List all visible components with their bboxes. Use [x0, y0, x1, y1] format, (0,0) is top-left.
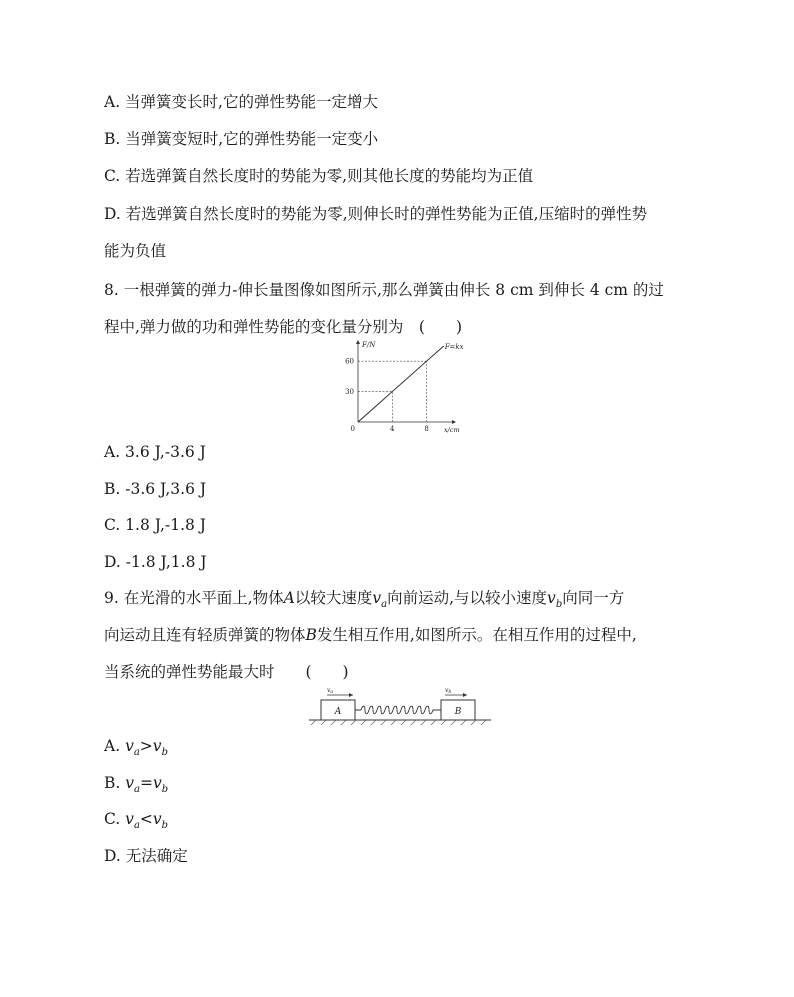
y-tick-label: 30 [345, 388, 354, 397]
q9-option-c: C. $v_a<v_b$ [104, 810, 169, 832]
x-tick-label: 8 [424, 425, 429, 433]
x-tick-label: 4 [390, 425, 395, 433]
q7-option-d-continued: 能为负值 [104, 242, 167, 260]
y-tick-label: 60 [345, 357, 354, 366]
y-axis-arrowhead [356, 340, 360, 344]
y-axis-label: F/N [362, 341, 376, 349]
ground-hatching [311, 720, 486, 725]
q9-option-a: A. $v_a>v_b$ [104, 737, 168, 759]
q9-stem-line1: 9. 在光滑的水平面上,物体A以较大速度$v_a$向前运动,与以较小速度$v_b$向同一方 [104, 589, 625, 611]
q9-stem-line2: 向运动且连有轻质弹簧的物体B发生相互作用,如图所示。在相互作用的过程中, [104, 626, 637, 644]
spring [355, 706, 441, 714]
q8-option-d: D. -1.8 J,1.8 J [104, 553, 207, 571]
q7-option-b: B. 当弹簧变短时,它的弹性势能一定变小 [104, 130, 379, 148]
q9-spring-blocks-figure [305, 684, 495, 728]
x-axis-label: x/cm [444, 426, 460, 434]
q9-option-d: D. 无法确定 [104, 847, 188, 865]
q8-force-extension-chart [330, 338, 464, 434]
q8-option-b: B. -3.6 J,3.6 J [104, 480, 207, 498]
line-annotation: F=kx [444, 343, 464, 351]
x-axis-arrowhead [452, 420, 456, 424]
velocity-b-arrowhead [463, 693, 467, 697]
q9-stem-line3: 当系统的弹性势能最大时 ( ) [104, 663, 349, 681]
q9-option-b: B. $v_a=v_b$ [104, 774, 169, 796]
q7-option-d: D. 若选弹簧自然长度时的势能为零,则伸长时的弹性势能为正值,压缩时的弹性势 [104, 205, 648, 223]
block-b-label: B [454, 707, 462, 717]
q7-option-a: A. 当弹簧变长时,它的弹性势能一定增大 [104, 93, 378, 111]
q8-stem-line2: 程中,弹力做的功和弹性势能的变化量分别为 ( ) [104, 318, 463, 336]
block-a-label: A [334, 707, 342, 717]
velocity-a-arrowhead [349, 693, 353, 697]
q7-option-c: C. 若选弹簧自然长度时的势能为零,则其他长度的势能均为正值 [104, 167, 534, 185]
q8-option-a: A. 3.6 J,-3.6 J [104, 443, 206, 461]
velocity-a-label: va [327, 687, 334, 695]
origin-label: 0 [350, 425, 355, 433]
q8-option-c: C. 1.8 J,-1.8 J [104, 516, 206, 534]
q8-stem-line1: 8. 一根弹簧的弹力-伸长量图像如图所示,那么弹簧由伸长 8 cm 到伸长 4 cm 的过 [104, 281, 664, 299]
force-line [358, 346, 444, 422]
velocity-b-label: vb [445, 687, 452, 695]
